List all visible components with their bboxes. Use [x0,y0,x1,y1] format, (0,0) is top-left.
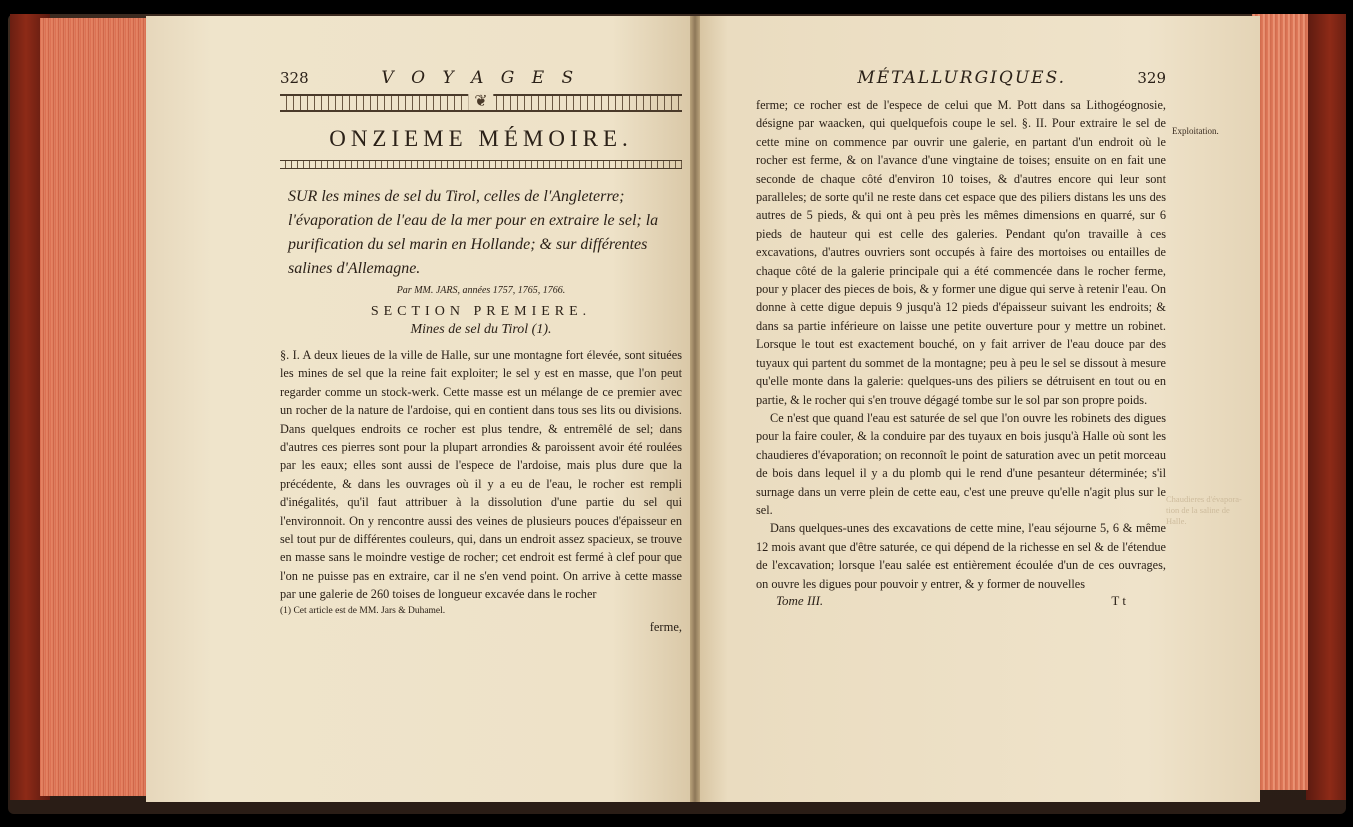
margin-note: Exploitation. [1172,126,1219,136]
page-edges-right [1252,14,1308,790]
right-body-paragraph-2: Ce n'est que quand l'eau est saturée de sel que l'on ouvre les robinets des digues pour la faire couler, & la conduire par des tuyaux en bois jusqu'à Halle où sont les chaudieres d'évaporation; on reconnoît le point de saturation avec un petit morceau de bois dans lequel il y a du plomb qui le rend d'une pesanteur déterminée; s'il surnage dans un verre plein de cette eau, c'est une preuve qu'elle n'agit plus sur le sel. [756,410,1166,517]
left-page-number: 328 [280,69,309,87]
right-body-text: ferme; ce rocher est de l'espece de celui que M. Pott dans sa Lithogéognosie, désigne par waacken, qui quelquefois coupe le sel. §. II. Pour extraire le sel de cette mine on commence par ouvrir une galerie, en partant d'un endroit où le rocher est ferme, & on l'avance d'une vingtaine de toises; ensuite on en fait une seconde de chaque côté d'environ 10 toises, & d'autres encore qui leur sont paralleles; de sorte qu'il ne reste dans cet espace que des piliers distans les uns des autres de 5 pieds, & qui ont à peu près les mêmes dimensions en quarré, sur 6 pieds de hauteur qui est celle des galeries. Pendant qu'on travaille à ces excavations, d'autres ouvriers sont occupés à faire des mortoises ou entailles de chaque côté de la galerie principale qui a été commencée dans le rocher ferme, pour y placer des pieces de bois, & y former une digue qui serve à retenir l'eau. On donne à cette digue depuis 9 jusqu'à 12 pieds d'épaisseur suivant les endroits; & dans sa partie inférieure on laisse une petite ouverture pour y mettre un robinet. Lorsque le tout est exactement bouché, on y fait arriver de l'eau douce par des tuyaux qui partent du sommet de la montagne; peu à peu le sel se dissout à mesure qu'elle monte dans la galerie: quelques-uns des piliers se détruisent en tout ou en partie, & le rocher qui s'en trouve dégagé tombe sur le sol par son propre poids. [756,98,1166,407]
catchword: ferme, [649,619,682,634]
left-page [146,16,694,802]
right-text-column [756,68,1166,609]
section-title: SECTION PREMIERE. [370,304,592,319]
left-running-title: V O Y A G E S [381,68,580,88]
signature-mark: T t [1111,592,1126,608]
section-subtitle: Mines de sel du Tirol (1). [410,322,552,337]
left-text-column [280,68,682,635]
right-running-head [756,68,1166,90]
right-running-title: MÉTALLURGIQUES. [857,68,1067,88]
book-gutter [690,16,700,802]
header-ornament [280,91,682,112]
right-page [694,16,1260,802]
page-edges-left [40,18,148,796]
memoir-title: ONZIEME MÉMOIRE. [329,126,633,151]
signature-line [756,593,1166,609]
memoir-summary: SUR les mines de sel du Tirol, celles de l'Angleterre; l'évaporation de l'eau de la mer pour en extraire le sel; la purification du sel marin en Hollande; & sur différentes salines d'Allemagne. [288,188,659,277]
cover-right [1306,14,1346,800]
right-page-number: 329 [1137,69,1166,87]
footnote: (1) Cet article est de MM. Jars & Duhamel. [280,605,446,616]
right-body-paragraph-3: Dans quelques-unes des excavations de cette mine, l'eau séjourne 5, 6 & même 12 mois avant que d'être saturée, ce qui dépend de la richesse en sel & de l'étendue de l'excavation; lorsque l'eau salée est entièrement écoulée d'un de ces ouvrages, on ouvre les digues pour pouvoir y entrer, & y former de nouvelles [756,521,1166,591]
ornament-flourish-icon: ❦ [468,91,493,110]
byline: Par MM. JARS, années 1757, 1765, 1766. [396,285,566,296]
title-rule-ornament [280,160,682,169]
tome-label: Tome III. [776,592,824,608]
left-body-text: §. I. A deux lieues de la ville de Halle, sur une montagne fort élevée, sont situées les mines de sel que la reine fait exploiter; le sel y est en masse, que l'on peut regarder comme un stock-werk. Cette masse est un mélange de ce premier avec un rocher de la nature de l'ardoise, qui en contient dans tous ses lits ou divisions. Dans quelques endroits ce rocher est plus tendre, & entremêlé de sel; dans d'autres ces pierres sont pour la plupart arrondies & paroissent avoir été roulées par les eaux; elles sont aussi de l'espece de l'ardoise, mais plus dure que la précédente, & dans les ouvrages où il y a eu de l'eau, le rocher est rempli d'inégalités, qu'il faut attribuer à la dissolution d'une partie du sel qui l'environnoit. On y rencontre aussi des veines de plusieurs pouces d'épaisseur en sel tout pur de différentes couleurs, qui, dans un endroit assez spacieux, se trouve en masse sans le moindre vestige de rocher; cet endroit est fermé à clef pour que l'on ne puisse pas en extraire, car il ne s'en vend point. On arrive à cette masse par une galerie de 260 toises de longueur excavée dans le rocher [280,348,682,602]
bleed-through-note: Chaudieres d'évapora-tion de la saline de Halle. [1166,494,1242,526]
left-running-head [280,68,682,90]
